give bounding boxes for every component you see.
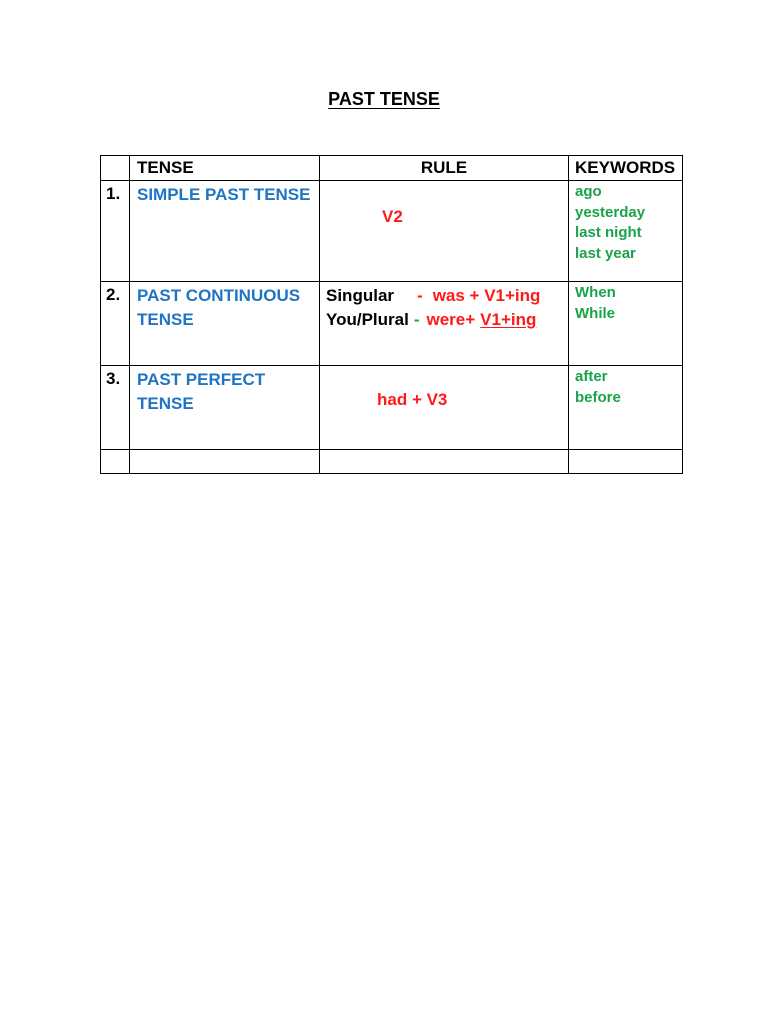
rule-plural-line xyxy=(326,308,568,332)
table-row xyxy=(101,366,683,450)
rule-plural-label: You/Plural xyxy=(326,310,409,329)
keyword: last year xyxy=(575,244,636,262)
rule-singular-label: Singular xyxy=(326,286,395,305)
empty-cell xyxy=(130,450,320,474)
keyword: ago xyxy=(575,183,602,200)
header-number xyxy=(101,156,130,181)
keyword: after xyxy=(575,368,608,385)
tense-name-line: TENSE xyxy=(137,394,194,413)
rule-singular-form: was + V1+ing xyxy=(432,286,541,305)
rule-plural-dash: - xyxy=(413,310,420,329)
tense-name: SIMPLE PAST TENSE xyxy=(130,181,320,282)
rule-plural-form-a: were+ xyxy=(426,310,476,329)
tense-name xyxy=(130,366,320,450)
rule-singular-line xyxy=(326,284,568,308)
tense-name xyxy=(130,282,320,366)
keywords-cell xyxy=(569,181,683,282)
table-row xyxy=(101,181,683,282)
page-title-text: PAST TENSE xyxy=(328,89,440,109)
keyword: last night xyxy=(575,224,642,241)
table-header-row xyxy=(101,156,683,181)
header-keywords: KEYWORDS xyxy=(569,156,683,181)
row-number: 2. xyxy=(101,282,130,366)
keywords-cell xyxy=(569,282,683,366)
keyword: When xyxy=(575,284,616,301)
rule-plural-form-b: V1+ing xyxy=(480,310,537,329)
header-tense: TENSE xyxy=(130,156,320,181)
row-number: 1. xyxy=(101,181,130,282)
rule-singular-dash: - xyxy=(417,286,423,305)
keywords-cell xyxy=(569,366,683,450)
table-row xyxy=(101,282,683,366)
empty-cell xyxy=(320,450,569,474)
rule-cell xyxy=(320,366,569,450)
rule-cell xyxy=(320,282,569,366)
tense-name-line: TENSE xyxy=(137,310,194,329)
rule-formula: had + V3 xyxy=(377,390,448,409)
tense-name-line: PAST PERFECT xyxy=(137,370,266,389)
tense-name-line: PAST CONTINUOUS xyxy=(137,286,301,305)
table-row-empty xyxy=(101,450,683,474)
header-rule: RULE xyxy=(320,156,569,181)
tense-table xyxy=(100,155,683,474)
rule-cell xyxy=(320,181,569,282)
row-number: 3. xyxy=(101,366,130,450)
page-title xyxy=(0,89,768,110)
empty-cell xyxy=(101,450,130,474)
keyword: yesterday xyxy=(575,203,646,221)
empty-cell xyxy=(569,450,683,474)
keyword: While xyxy=(575,304,615,322)
rule-formula: V2 xyxy=(382,207,403,226)
keyword: before xyxy=(575,388,621,406)
